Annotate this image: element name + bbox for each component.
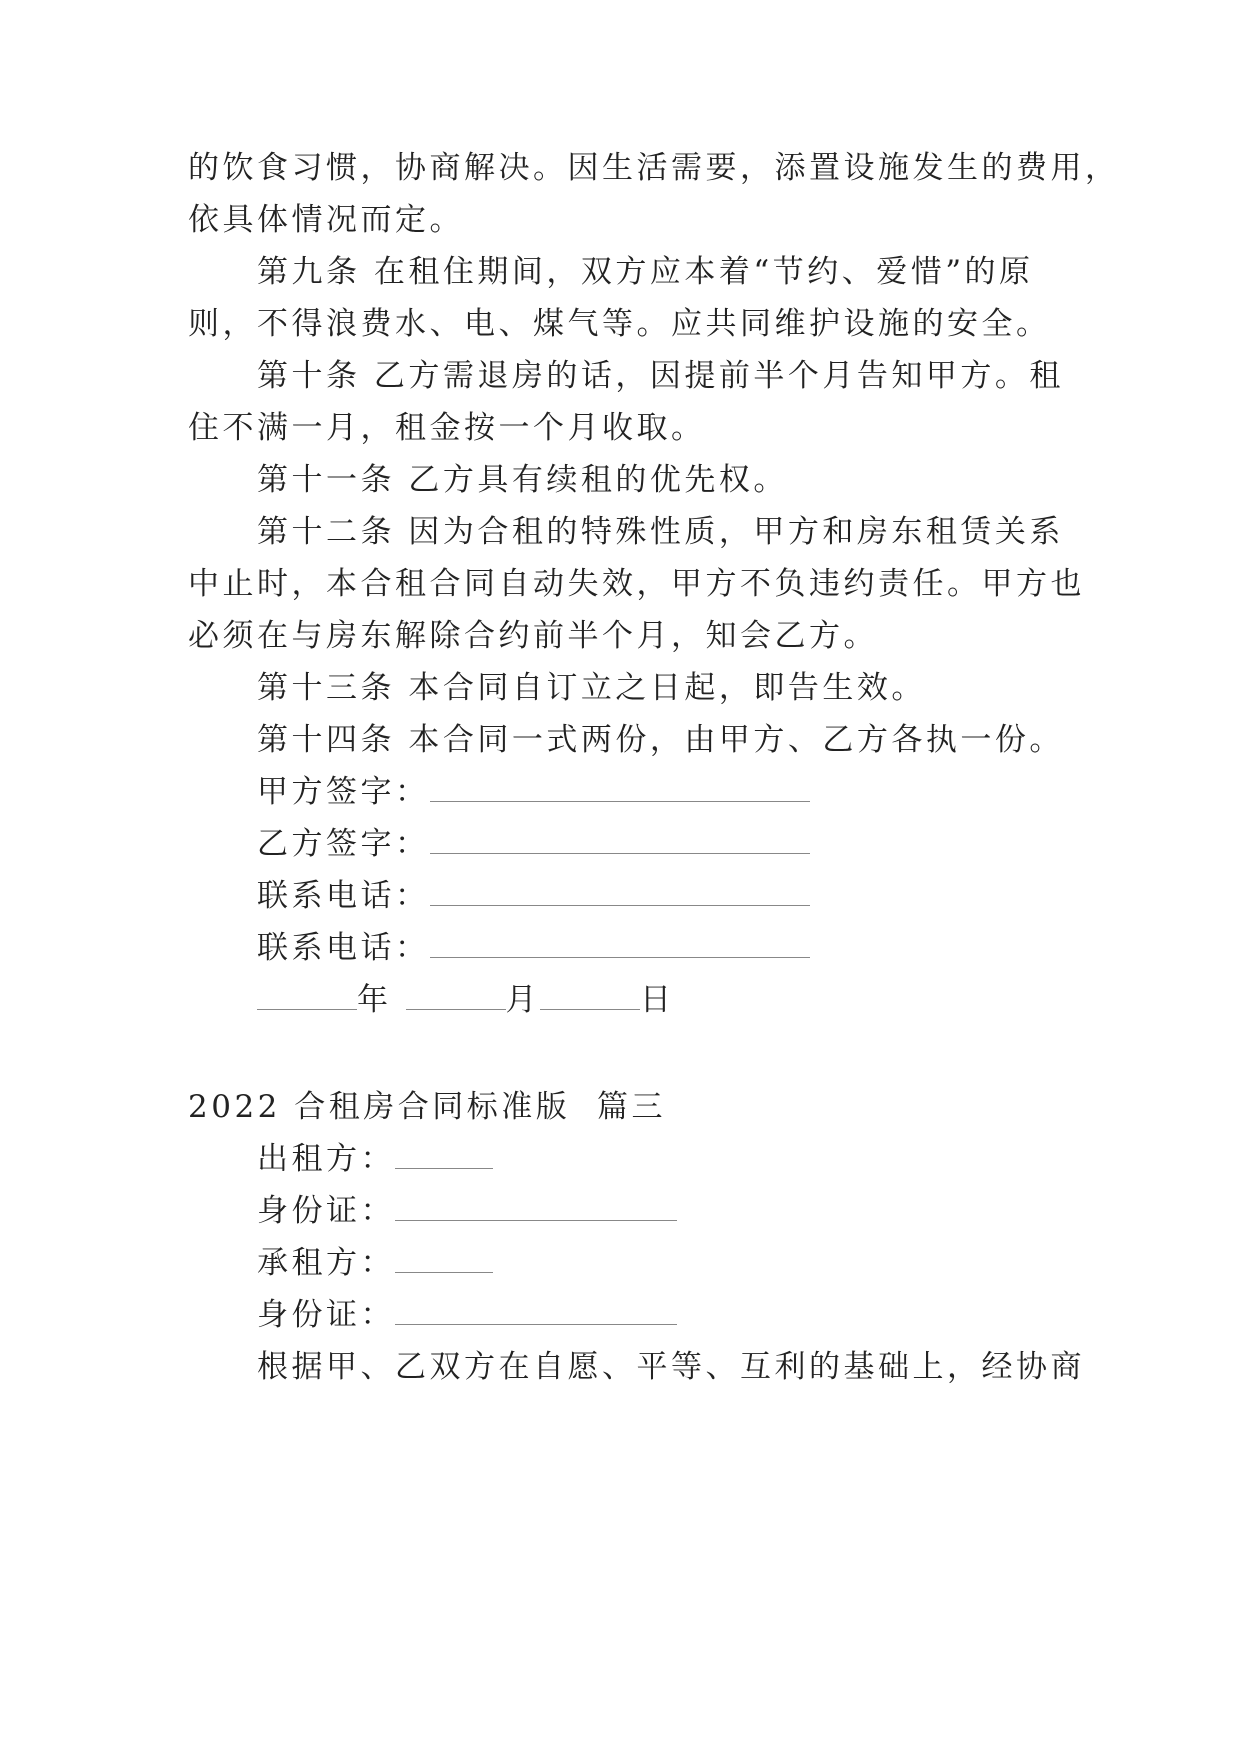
- lessor-row: [257, 1139, 493, 1179]
- article-9: 第九条 在租住期间，双方应本着“节约、爱惜”的原: [257, 254, 1034, 290]
- party-a-signature-row: [257, 772, 810, 812]
- month-field[interactable]: [406, 983, 506, 1010]
- date-row: [257, 980, 675, 1020]
- lessee-id-field[interactable]: [395, 1298, 677, 1325]
- lessor-id-label: 身份证：: [257, 1193, 395, 1229]
- party-b-signature-field[interactable]: [430, 827, 810, 854]
- lessee-field[interactable]: [395, 1246, 493, 1273]
- article-10: 第十条 乙方需退房的话，因提前半个月告知甲方。租: [257, 358, 1064, 394]
- body-line: 中止时，本合租合同自动失效，甲方不负违约责任。甲方也: [188, 566, 1085, 602]
- lessee-id-label: 身份证：: [257, 1297, 395, 1333]
- phone-row-2: [257, 928, 810, 968]
- body-line: 住不满一月，租金按一个月收取。: [188, 410, 706, 446]
- section-heading: 2022 合租房合同标准版 篇三: [188, 1089, 666, 1125]
- party-b-signature-row: [257, 824, 810, 864]
- day-label: 日: [640, 982, 675, 1018]
- year-label: 年: [357, 982, 392, 1018]
- lessor-id-row: [257, 1191, 677, 1231]
- lessee-label: 承租方：: [257, 1245, 395, 1281]
- article-12: 第十二条 因为合租的特殊性质，甲方和房东租赁关系: [257, 514, 1064, 550]
- phone-label-1: 联系电话：: [257, 878, 430, 914]
- contract-intro: 根据甲、乙双方在自愿、平等、互利的基础上，经协商: [257, 1349, 1085, 1385]
- article-13: 第十三条 本合同自订立之日起，即告生效。: [257, 670, 926, 706]
- year-field[interactable]: [257, 983, 357, 1010]
- party-b-signature-label: 乙方签字：: [257, 826, 430, 862]
- lessor-field[interactable]: [395, 1142, 493, 1169]
- party-a-signature-field[interactable]: [430, 775, 810, 802]
- phone-field-1[interactable]: [430, 879, 810, 906]
- lessor-id-field[interactable]: [395, 1194, 677, 1221]
- lessor-label: 出租方：: [257, 1141, 395, 1177]
- lessee-id-row: [257, 1295, 677, 1335]
- day-field[interactable]: [540, 983, 640, 1010]
- month-label: 月: [505, 982, 540, 1018]
- party-a-signature-label: 甲方签字：: [257, 774, 430, 810]
- body-line: 则，不得浪费水、电、煤气等。应共同维护设施的安全。: [188, 306, 1051, 342]
- body-line: 的饮食习惯，协商解决。因生活需要，添置设施发生的费用，: [188, 150, 1120, 186]
- body-line: 依具体情况而定。: [188, 202, 464, 238]
- lessee-row: [257, 1243, 493, 1283]
- phone-label-2: 联系电话：: [257, 930, 430, 966]
- phone-field-2[interactable]: [430, 931, 810, 958]
- body-line: 必须在与房东解除合约前半个月，知会乙方。: [188, 618, 878, 654]
- article-14: 第十四条 本合同一式两份，由甲方、乙方各执一份。: [257, 722, 1064, 758]
- phone-row-1: [257, 876, 810, 916]
- article-11: 第十一条 乙方具有续租的优先权。: [257, 462, 788, 498]
